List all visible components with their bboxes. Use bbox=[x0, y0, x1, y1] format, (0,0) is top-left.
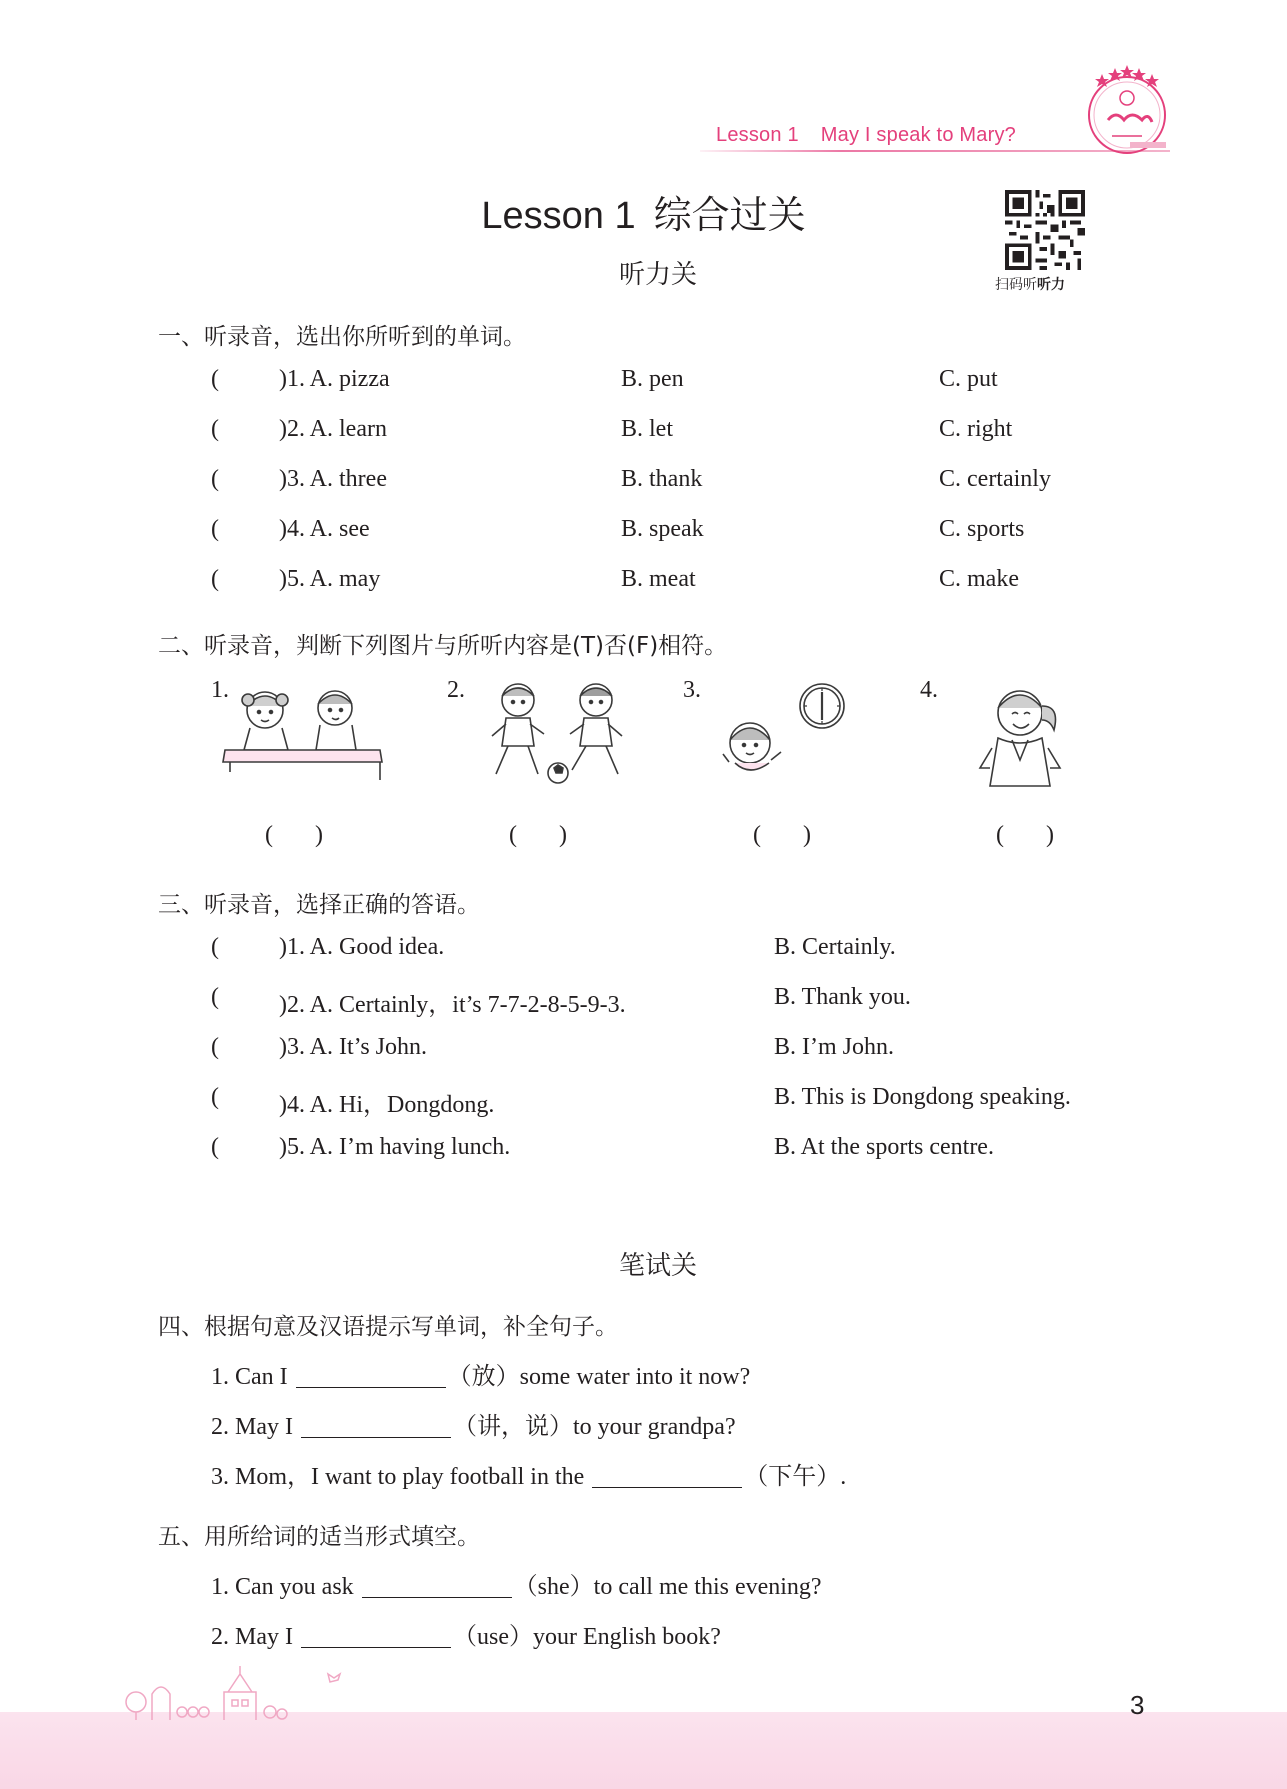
list-item bbox=[211, 1084, 1131, 1134]
part3-title: 三、听录音，选择正确的答语。 bbox=[158, 892, 480, 918]
list-item bbox=[211, 516, 1111, 566]
option-a: )4. A. see bbox=[279, 516, 370, 542]
option-a: )1. A. Good idea. bbox=[279, 934, 445, 960]
list-item bbox=[211, 566, 1111, 616]
answer-paren[interactable]: ( bbox=[211, 934, 219, 960]
part2-title: 二、听录音，判断下列图片与所听内容是(T)否(F)相符。 bbox=[158, 633, 728, 659]
answer-paren[interactable]: ( bbox=[211, 566, 219, 592]
answer-blank[interactable] bbox=[301, 1625, 451, 1648]
list-item bbox=[211, 366, 1111, 416]
town-decoration-icon bbox=[118, 1650, 378, 1720]
list-item bbox=[211, 934, 1131, 984]
part1-title: 一、听录音，选出你所听到的单词。 bbox=[158, 324, 526, 350]
sentence-start: 2. May I bbox=[211, 1414, 293, 1440]
part4-title: 四、根据句意及汉语提示写单词，补全句子。 bbox=[158, 1314, 618, 1340]
part3-list bbox=[211, 934, 1131, 1184]
list-item bbox=[211, 416, 1111, 466]
option-a: )3. A. three bbox=[279, 466, 387, 492]
option-c: C. right bbox=[939, 416, 1013, 442]
answer-paren[interactable]: ( bbox=[211, 466, 219, 492]
header-topic: May I speak to Mary? bbox=[820, 124, 1016, 146]
list-item bbox=[211, 984, 1131, 1034]
title-chinese: 综合过关 bbox=[653, 193, 806, 237]
qr-caption-bold: 听力 bbox=[1037, 277, 1065, 293]
option-b: B. I’m John. bbox=[774, 1034, 894, 1060]
writing-heading: 笔试关 bbox=[618, 1251, 697, 1281]
picture-number: 4. bbox=[920, 677, 938, 703]
option-a: )2. A. Certainly，it’s 7-7-2-8-5-9-3. bbox=[279, 992, 626, 1018]
children-at-desk-icon bbox=[220, 678, 390, 788]
answer-paren[interactable]: ( bbox=[211, 984, 219, 1010]
option-b: B. speak bbox=[621, 516, 704, 542]
qr-caption-prefix: 扫码听 bbox=[995, 277, 1037, 293]
sentence-start: 2. May I bbox=[211, 1624, 293, 1650]
list-item bbox=[211, 466, 1111, 516]
sentence-end: （放）some water into it now? bbox=[447, 1364, 751, 1390]
option-b: B. thank bbox=[621, 466, 703, 492]
answer-paren[interactable]: ( bbox=[211, 1084, 219, 1110]
part5-title: 五、用所给词的适当形式填空。 bbox=[158, 1524, 480, 1550]
sentence-start: 1. Can I bbox=[211, 1364, 288, 1390]
answer-paren[interactable]: ( ) bbox=[509, 822, 567, 848]
picture-number: 2. bbox=[447, 677, 465, 703]
option-a: )4. A. Hi，Dongdong. bbox=[279, 1092, 495, 1118]
sentence-end: （use）your English book? bbox=[452, 1624, 721, 1650]
option-b: B. Thank you. bbox=[774, 984, 911, 1010]
list-item bbox=[211, 1034, 1131, 1084]
option-c: C. make bbox=[939, 566, 1019, 592]
boys-playing-football-icon bbox=[470, 678, 640, 788]
page-title bbox=[0, 184, 1287, 239]
answer-paren[interactable]: ( ) bbox=[996, 822, 1054, 848]
title-english: Lesson 1 bbox=[481, 195, 636, 237]
option-b: B. This is Dongdong speaking. bbox=[774, 1084, 1071, 1110]
answer-paren[interactable]: ( bbox=[211, 516, 219, 542]
option-a: )1. A. pizza bbox=[279, 366, 390, 392]
option-b: B. At the sports centre. bbox=[774, 1134, 994, 1160]
listening-heading: 听力关 bbox=[618, 260, 697, 290]
sentence-start: 3. Mom，I want to play football in the bbox=[211, 1464, 585, 1490]
sentence-end: （讲，说）to your grandpa? bbox=[452, 1414, 736, 1440]
option-b: B. pen bbox=[621, 366, 684, 392]
sentence-start: 1. Can you ask bbox=[211, 1574, 354, 1600]
option-a: )2. A. learn bbox=[279, 416, 387, 442]
answer-blank[interactable] bbox=[362, 1575, 512, 1598]
brand-logo-icon bbox=[1072, 60, 1182, 160]
running-header bbox=[716, 124, 1016, 147]
option-c: C. sports bbox=[939, 516, 1025, 542]
footer-band bbox=[0, 1712, 1287, 1789]
option-b: B. meat bbox=[621, 566, 696, 592]
answer-paren[interactable]: ( ) bbox=[753, 822, 811, 848]
part1-list bbox=[211, 366, 1111, 616]
answer-paren[interactable]: ( bbox=[211, 366, 219, 392]
option-b: B. Certainly. bbox=[774, 934, 896, 960]
page-number: 3 bbox=[1130, 1690, 1145, 1720]
option-a: )5. A. may bbox=[279, 566, 381, 592]
fill-blank-item bbox=[211, 1456, 846, 1491]
picture-number: 3. bbox=[683, 677, 701, 703]
option-a: )3. A. It’s John. bbox=[279, 1034, 428, 1060]
answer-paren[interactable]: ( ) bbox=[265, 822, 323, 848]
list-item bbox=[211, 1134, 1131, 1184]
option-c: C. put bbox=[939, 366, 998, 392]
woman-smiling-icon bbox=[960, 678, 1130, 788]
fill-blank-item bbox=[211, 1566, 822, 1601]
sentence-end: （she）to call me this evening? bbox=[513, 1574, 822, 1600]
answer-paren[interactable]: ( bbox=[211, 1134, 219, 1160]
picture-number: 1. bbox=[211, 677, 229, 703]
header-lesson: Lesson 1 bbox=[716, 124, 799, 146]
answer-paren[interactable]: ( bbox=[211, 1034, 219, 1060]
sentence-end: （下午）. bbox=[744, 1464, 847, 1490]
girl-and-clock-icon bbox=[715, 678, 885, 788]
option-c: C. certainly bbox=[939, 466, 1051, 492]
fill-blank-item bbox=[211, 1356, 750, 1391]
fill-blank-item bbox=[211, 1406, 736, 1441]
option-b: B. let bbox=[621, 416, 673, 442]
answer-blank[interactable] bbox=[592, 1465, 742, 1488]
answer-blank[interactable] bbox=[296, 1365, 446, 1388]
answer-blank[interactable] bbox=[301, 1415, 451, 1438]
option-a: )5. A. I’m having lunch. bbox=[279, 1134, 511, 1160]
answer-paren[interactable]: ( bbox=[211, 416, 219, 442]
fill-blank-item bbox=[211, 1616, 721, 1651]
